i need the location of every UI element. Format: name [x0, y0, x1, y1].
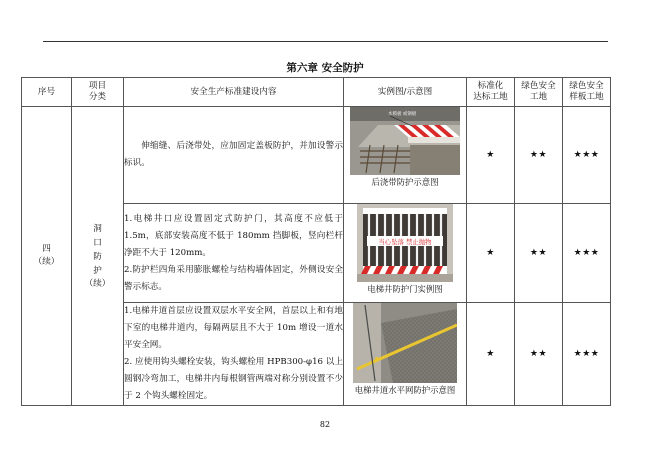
image-cell: [344, 204, 467, 303]
elevator-shaft-net-image: [353, 303, 457, 383]
image-cell: [344, 303, 467, 406]
table-row: [22, 107, 611, 204]
stars-standard: ★: [467, 107, 515, 204]
header-rule: [43, 41, 608, 42]
header-standard-text: 标准化 达标工地: [473, 81, 508, 102]
image-cell: [344, 107, 467, 204]
image-caption: 电梯井道水平网防护示意图: [354, 385, 456, 395]
header-green: [515, 78, 563, 107]
image-caption: 后浇带防护示意图: [371, 177, 439, 187]
stars-standard: ★: [467, 303, 515, 406]
row-content: [124, 107, 344, 204]
row-content-line: 1.电梯井道首层应设置双层水平安全网，首层以上和有地下室的电梯井道内，每隔两层且不大于 10m 增设一道水平安全网。: [124, 306, 343, 350]
stars-green: ★★: [515, 204, 563, 303]
stars-standard: ★: [467, 204, 515, 303]
header-standard: [467, 78, 515, 107]
chapter-title: 第六章 安全防护: [286, 62, 364, 74]
row-content: [124, 303, 344, 406]
table-header-row: [22, 78, 611, 107]
stars-green-model: ★★★: [563, 107, 611, 204]
row-content-line: 1.电梯井口应设置固定式防护门，其高度不应低于 1.5m，底部安装高度不低于 180mm 挡脚板，竖向栏杆净距不大于 120mm。: [124, 213, 343, 258]
row-content-line: 2. 应使用钩头螺栓安装，钩头螺栓用 HPB300-φ16 以上圆钢冷弯加工，电梯井内每根钢管两端对称分别设置不少于 2 个钩头螺栓固定。: [124, 357, 343, 401]
section-number: [22, 107, 72, 406]
stars-green: ★★: [515, 107, 563, 204]
stars-green-model: ★★★: [563, 303, 611, 406]
header-category: [72, 78, 124, 107]
header-category-text: 项目 分类: [88, 81, 107, 102]
header-green-model: [563, 78, 611, 107]
category-cell: [72, 107, 124, 406]
section-number-text: 四 （续）: [33, 244, 60, 267]
stars-green: ★★: [515, 303, 563, 406]
page-number: 82: [319, 420, 331, 429]
elevator-shaft-gate-image: [357, 204, 453, 282]
category-char: 口: [93, 237, 102, 248]
category-char: 洞: [93, 223, 102, 234]
gate-warning-sign-text: 当心坠落 禁止抛物: [378, 238, 432, 246]
post-pour-strip-cover-image: [350, 107, 460, 175]
row-content-line: 2.防护栏四角采用膨胀螺栓与结构墙体固定，外侧设安全警示标志。: [124, 264, 343, 292]
stars-green-model: ★★★: [563, 204, 611, 303]
header-content: 安全生产标准建设内容: [124, 78, 344, 107]
image-callout-text: 木模板 或钢板: [388, 112, 417, 117]
header-image: 实例图/示意图: [344, 78, 467, 107]
header-green-model-text: 绿色安全 样板工地: [569, 81, 604, 102]
row-content: [124, 204, 344, 303]
category-char: 防: [93, 251, 102, 262]
category-continued: （续）: [84, 278, 111, 289]
category-char: 护: [93, 265, 102, 276]
header-green-text: 绿色安全 工地: [521, 81, 556, 102]
row-content-text: 伸缩缝、后浇带处，应加固定盖板防护，并加设警示标识。: [124, 141, 343, 168]
header-num: 序号: [22, 78, 72, 107]
safety-standard-table: [21, 77, 611, 406]
image-caption: 电梯井防护门实例图: [367, 284, 443, 294]
